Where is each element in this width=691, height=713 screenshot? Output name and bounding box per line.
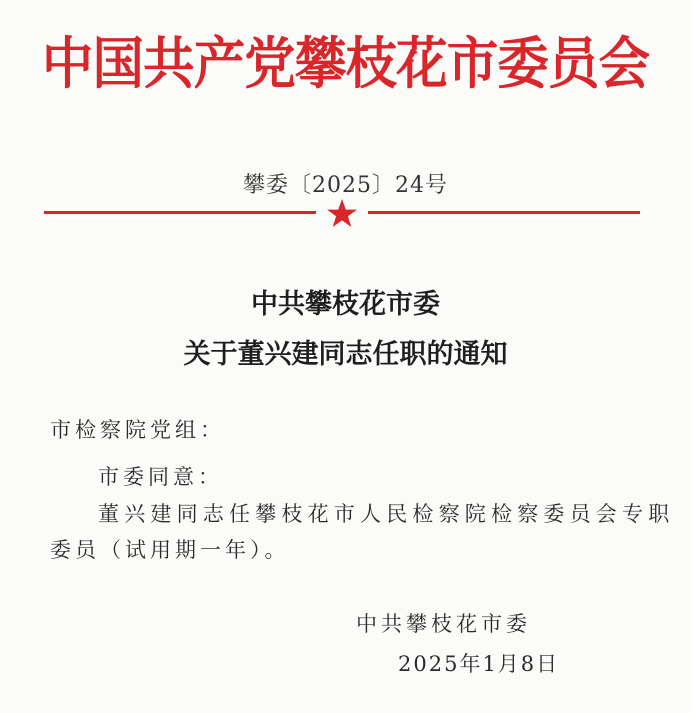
red-divider-left (44, 211, 316, 214)
body-paragraph-2-line-2: 委员（试用期一年）。 (50, 538, 290, 562)
body-paragraph-1: 市委同意： (98, 465, 223, 489)
addressee: 市检察院党组： (50, 418, 225, 442)
notice-title-line1: 中共攀枝花市委 (251, 289, 440, 320)
signature-issuer: 中共攀枝花市委 (356, 612, 531, 636)
document-number: 攀委〔2025〕24号 (243, 173, 448, 198)
star-icon (326, 198, 358, 230)
notice-title-line2: 关于董兴建同志任职的通知 (183, 339, 508, 370)
document-masthead: 中国共产党攀枝花市委员会 (41, 32, 650, 97)
signature-date: 2025年1月8日 (398, 652, 560, 676)
red-divider-right (368, 211, 640, 214)
star-shape (327, 199, 357, 227)
body-paragraph-2-line-1: 董兴建同志任攀枝花市人民检察院检察委员会专职 (98, 502, 675, 526)
